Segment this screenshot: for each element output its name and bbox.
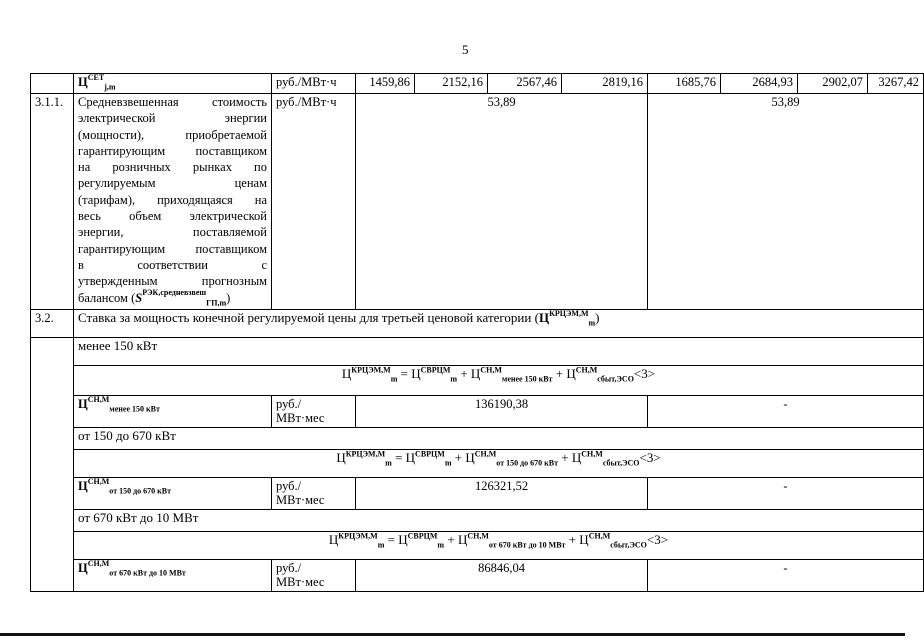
cell-value-left: 53,89: [356, 94, 648, 310]
cell-unit: руб./ МВт·мес: [272, 560, 356, 592]
row-rate: [31, 396, 924, 428]
scan-edge-shadow: [0, 633, 905, 636]
tariff-table: [30, 73, 924, 592]
row-category-label: [31, 428, 924, 450]
row-rate: [31, 560, 924, 592]
description-line: весь объем электрической: [78, 209, 267, 224]
description-line: на розничных рынках по: [78, 160, 267, 175]
category-label: от 150 до 670 кВт: [74, 428, 924, 450]
category-label: от 670 кВт до 10 МВт: [74, 510, 924, 532]
row-network-cost: [31, 74, 924, 94]
formula: $Ц^{КРЦЭМ,М}_m = Ц^{СВРЦМ}_m + Ц^{СН,М}_{от 670 кВт до 10 МВт} + Ц^{СН,М}_{сбыт,ЭСО}<3>$: [74, 532, 924, 560]
cell-empty-number: [31, 74, 74, 94]
cell-unit: руб./МВт·ч: [272, 74, 356, 94]
cell-symbol: $Ц^{СН,М}_{от 670 кВт до 10 МВт}$: [74, 560, 272, 592]
cell-value: 136190,38: [356, 396, 648, 428]
symbol-network-cost: $Ц^{СЕТ}_{j,m}$: [78, 72, 116, 92]
section-title: Ставка за мощность конечной регулируемой цены для третьей ценовой категории $(Ц^{КРЦЭМ,М}_m)$: [74, 310, 924, 338]
cell-value-right: -: [648, 396, 924, 428]
row-3-1-1: [31, 94, 924, 310]
cell-symbol: $Ц^{СН,М}_{менее 150 кВт}$: [74, 396, 272, 428]
cell-value: 126321,52: [356, 478, 648, 510]
row-formula: [31, 450, 924, 478]
description-line: (мощности), приобретаемой: [78, 127, 267, 142]
row-formula: [31, 366, 924, 396]
cell-value: 2902,07: [798, 74, 868, 94]
description-line: в соответствии с: [78, 257, 267, 272]
description-line: энергии, поставляемой: [78, 225, 267, 240]
cell-value: 2684,93: [721, 74, 798, 94]
description-line: электрической энергии: [78, 111, 267, 126]
row-formula: [31, 532, 924, 560]
category-label: менее 150 кВт: [74, 338, 924, 366]
row-number: 3.1.1.: [31, 94, 74, 310]
cell-value: 3267,42: [868, 74, 924, 94]
cell-value: 1685,76: [648, 74, 721, 94]
cell-unit: руб./МВт·ч: [272, 94, 356, 310]
formula: $Ц^{КРЦЭМ,М}_m = Ц^{СВРЦМ}_m + Ц^{СН,М}_{от 150 до 670 кВт} + Ц^{СН,М}_{сбыт,ЭСО}<3>$: [74, 450, 924, 478]
description-last-line: балансом $(S^{РЭК,средневзвеш}_{ГП,m})$: [78, 288, 231, 308]
cell-value: 2152,16: [415, 74, 488, 94]
cell-value-right: 53,89: [648, 94, 924, 310]
cell-empty-number: [31, 338, 74, 510]
row-category-label: [31, 338, 924, 366]
description-line: гарантирующим поставщиком: [78, 143, 267, 158]
formula: $Ц^{КРЦЭМ,М}_m = Ц^{СВРЦМ}_m + Ц^{СН,М}_{менее 150 кВт} + Ц^{СН,М}_{сбыт,ЭСО}<3>$: [74, 366, 924, 396]
cell-empty-number: [31, 510, 74, 592]
cell-value: 86846,04: [356, 560, 648, 592]
row-category-label: [31, 510, 924, 532]
cell-unit: руб./ МВт·мес: [272, 478, 356, 510]
cell-value: 1459,86: [356, 74, 415, 94]
row-3-2: [31, 310, 924, 338]
cell-value: 2567,46: [488, 74, 562, 94]
cell-unit: руб./ МВт·мес: [272, 396, 356, 428]
description-line: Средневзвешенная стоимость: [78, 95, 267, 109]
cell-value-right: -: [648, 560, 924, 592]
description-line: регулируемым ценам: [78, 176, 267, 191]
page-number: 5: [462, 42, 469, 57]
description-line: (тарифам), приходящаяся на: [78, 192, 267, 207]
description-line: утвержденным прогнозным: [78, 274, 267, 289]
cell-symbol: [74, 74, 272, 94]
cell-symbol: $Ц^{СН,М}_{от 150 до 670 кВт}$: [74, 478, 272, 510]
row-number: 3.2.: [31, 310, 74, 338]
row-rate: [31, 478, 924, 510]
cell-value-right: -: [648, 478, 924, 510]
cell-value: 2819,16: [562, 74, 648, 94]
description-line: гарантирующим поставщиком: [78, 241, 267, 256]
cell-description: [74, 94, 272, 310]
